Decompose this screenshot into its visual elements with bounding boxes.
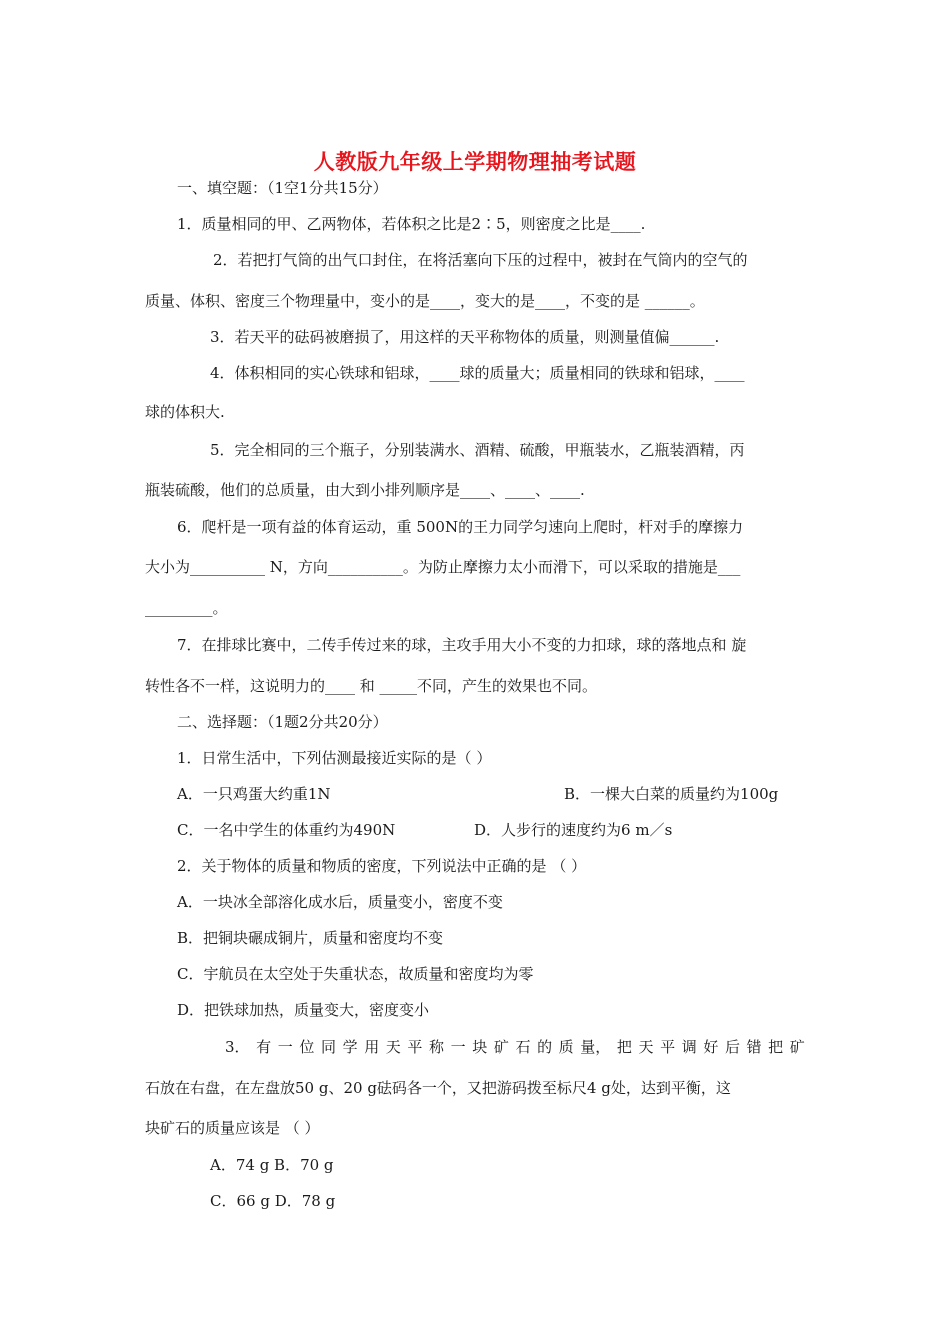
choice-3-line-1-char: 有 xyxy=(256,1038,272,1056)
choice-1-option-c: C．一名中学生的体重约为490N xyxy=(177,821,396,839)
question-6-line-2: 大小为__________ N，方向__________。为防止摩擦力太小而滑下，可以采取的措施是___ xyxy=(145,558,741,576)
page-title: 人教版九年级上学期物理抽考试题 xyxy=(313,149,637,174)
choice-3-line-1-char: 调 xyxy=(681,1038,697,1056)
question-5-line-2: 瓶装硫酸，他们的总质量，由大到小排列顺序是____、____、____. xyxy=(145,481,585,499)
choice-1-stem: 1．日常生活中，下列估测最接近实际的是（ ） xyxy=(177,749,492,767)
choice-3-options-cd: C．66 g D．78 g xyxy=(210,1192,336,1210)
section-fill-blank-heading: 一、填空题：（1空1分共15分） xyxy=(177,179,388,197)
choice-3-line-1-char: 好 xyxy=(703,1038,719,1056)
choice-3-line-1-char: 质 xyxy=(558,1038,574,1056)
question-2-line-1: 2．若把打气筒的出气口封住，在将活塞向下压的过程中，被封在气筒内的空气的 xyxy=(213,251,748,269)
choice-3-line-1-char: 用 xyxy=(364,1038,380,1056)
choice-2-option-c: C．宇航员在太空处于失重状态，故质量和密度均为零 xyxy=(177,965,534,983)
question-1: 1．质量相同的甲、乙两物体，若体积之比是2∶5，则密度之比是____. xyxy=(177,215,646,233)
choice-3-line-1-char: 平 xyxy=(660,1038,676,1056)
question-5-line-1: 5．完全相同的三个瓶子，分别装满水、酒精、硫酸，甲瓶装水，乙瓶装酒精，丙 xyxy=(210,441,745,459)
choice-3-line-1-char: 错 xyxy=(746,1038,762,1056)
choice-1-option-a: A．一只鸡蛋大约重1N xyxy=(177,785,331,803)
choice-3-line-1-char: 量， xyxy=(580,1038,611,1056)
choice-3-line-1-char: 平 xyxy=(407,1038,423,1056)
choice-3-line-1-char: 位 xyxy=(299,1038,315,1056)
choice-3-line-1-char: 同 xyxy=(320,1038,336,1056)
choice-3-line-1-char: 学 xyxy=(342,1038,358,1056)
choice-3-line-3: 块矿石的质量应该是 （ ） xyxy=(145,1119,320,1137)
choice-2-stem: 2．关于物体的质量和物质的密度，下列说法中正确的是 （ ） xyxy=(177,857,587,875)
choice-3-line-1-char: 3． xyxy=(225,1038,250,1056)
question-6-line-3: _________。 xyxy=(145,599,228,617)
choice-3-line-1-char: 的 xyxy=(537,1038,553,1056)
choice-3-line-1-char: 一 xyxy=(450,1038,466,1056)
choice-3-line-1-char: 一 xyxy=(277,1038,293,1056)
choice-2-option-b: B．把铜块碾成铜片，质量和密度均不变 xyxy=(177,929,444,947)
choice-3-line-1-char: 石 xyxy=(515,1038,531,1056)
question-7-line-1: 7．在排球比赛中，二传手传过来的球，主攻手用大小不变的力扣球，球的落地点和 旋 xyxy=(177,636,747,654)
choice-3-line-1-char: 把 xyxy=(768,1038,784,1056)
choice-3-options-ab: A．74 g B．70 g xyxy=(210,1156,334,1174)
choice-3-line-1-char: 块 xyxy=(472,1038,488,1056)
choice-3-line-1-char: 天 xyxy=(385,1038,401,1056)
choice-3-line-1 xyxy=(225,1037,805,1057)
question-4-line-1: 4．体积相同的实心铁球和铝球，____球的质量大；质量相同的铁球和铝球，____ xyxy=(210,364,745,382)
choice-3-line-1-char: 把 xyxy=(616,1038,632,1056)
question-7-line-2: 转性各不一样，这说明力的____ 和 _____不同，产生的效果也不同。 xyxy=(145,677,598,695)
choice-3-line-1-char: 矿 xyxy=(789,1038,805,1056)
choice-3-line-1-char: 天 xyxy=(638,1038,654,1056)
question-2-line-2: 质量、体积、密度三个物理量中，变小的是____，变大的是____，不变的是 ______。 xyxy=(145,292,705,310)
question-3: 3．若天平的砝码被磨损了，用这样的天平称物体的质量，则测量值偏______. xyxy=(210,328,720,346)
question-6-line-1: 6．爬杆是一项有益的体育运动，重 500N的王力同学匀速向上爬时，杆对手的摩擦力 xyxy=(177,518,744,536)
choice-2-option-a: A．一块冰全部溶化成水后，质量变小，密度不变 xyxy=(177,893,503,911)
choice-3-line-2: 石放在右盘，在左盘放50 g、20 g砝码各一个，又把游码拨至标尺4 g处，达到平衡，这 xyxy=(145,1079,731,1097)
choice-3-line-1-char: 矿 xyxy=(493,1038,509,1056)
choice-1-option-d: D．人步行的速度约为6 m／s xyxy=(474,821,673,839)
choice-3-line-1-char: 称 xyxy=(429,1038,445,1056)
question-4-line-2: 球的体积大. xyxy=(145,403,225,421)
section-choice-heading: 二、选择题：（1题2分共20分） xyxy=(177,713,388,731)
choice-1-option-b: B．一棵大白菜的质量约为100g xyxy=(564,785,779,803)
choice-2-option-d: D．把铁球加热，质量变大，密度变小 xyxy=(177,1001,430,1019)
choice-3-line-1-char: 后 xyxy=(724,1038,740,1056)
